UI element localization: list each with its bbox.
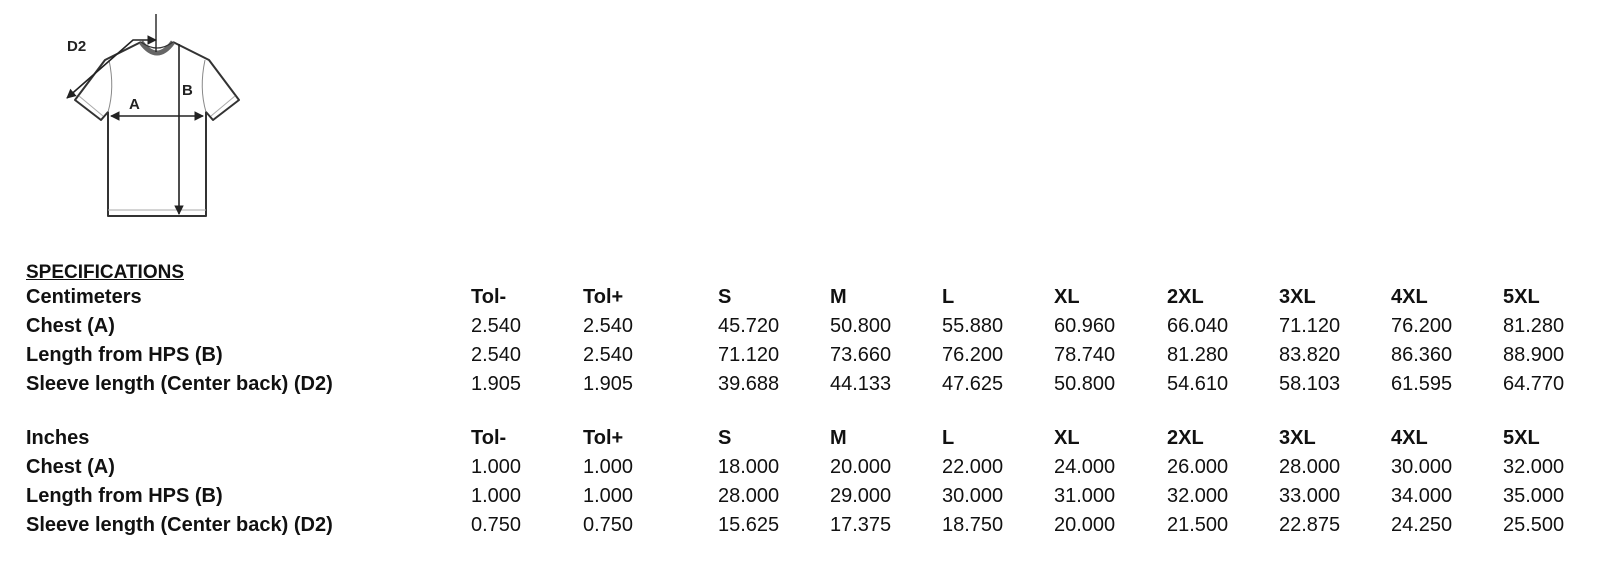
table-cell: 61.595: [1391, 373, 1453, 395]
table-cell: 55.880: [942, 315, 1004, 337]
table-cell: 1.000: [583, 485, 634, 507]
unit-label: Centimeters: [26, 286, 142, 308]
table-cell: 50.800: [1054, 373, 1116, 395]
table-cell: 2.540: [583, 315, 634, 337]
row-label: Length from HPS (B): [26, 344, 223, 366]
table-cell: 2.540: [471, 344, 522, 366]
table-cell: 20.000: [830, 456, 892, 478]
table-row: [0, 313, 1600, 339]
column-header: XL: [1054, 427, 1080, 449]
tshirt-outline-icon: [55, 8, 255, 228]
column-header: XL: [1054, 286, 1080, 308]
row-label: Chest (A): [26, 315, 115, 337]
column-header: L: [942, 286, 955, 308]
column-header: M: [830, 286, 847, 308]
row-label: Length from HPS (B): [26, 485, 223, 507]
table-cell: 45.720: [718, 315, 780, 337]
table-cell: 47.625: [942, 373, 1004, 395]
table-cell: 76.200: [942, 344, 1004, 366]
column-header: 4XL: [1391, 427, 1428, 449]
table-cell: 1.000: [583, 456, 634, 478]
table-cell: 32.000: [1503, 456, 1565, 478]
table-cell: 1.905: [583, 373, 634, 395]
table-cell: 18.750: [942, 514, 1004, 536]
table-cell: 64.770: [1503, 373, 1565, 395]
table-cell: 54.610: [1167, 373, 1229, 395]
table-cell: 31.000: [1054, 485, 1116, 507]
column-header: S: [718, 286, 732, 308]
table-cell: 66.040: [1167, 315, 1229, 337]
table-cell: 24.000: [1054, 456, 1116, 478]
table-row: [0, 454, 1600, 480]
table-cell: 44.133: [830, 373, 892, 395]
table-cell: 1.000: [471, 485, 522, 507]
column-header: 3XL: [1279, 286, 1316, 308]
table-cell: 71.120: [1279, 315, 1341, 337]
table-cell: 1.000: [471, 456, 522, 478]
table-cell: 21.500: [1167, 514, 1229, 536]
table-row: [0, 371, 1600, 397]
table-cell: 18.000: [718, 456, 780, 478]
table-cell: 2.540: [583, 344, 634, 366]
column-header: Tol-: [471, 286, 507, 308]
table-row: [0, 342, 1600, 368]
unit-label: Inches: [26, 427, 90, 449]
column-header: Tol+: [583, 286, 624, 308]
table-cell: 32.000: [1167, 485, 1229, 507]
table-cell: 30.000: [1391, 456, 1453, 478]
table-cell: 0.750: [583, 514, 634, 536]
table-cell: 26.000: [1167, 456, 1229, 478]
table-cell: 1.905: [471, 373, 522, 395]
table-cell: 30.000: [942, 485, 1004, 507]
column-header: 5XL: [1503, 286, 1540, 308]
table-cell: 25.500: [1503, 514, 1565, 536]
table-cell: 22.000: [942, 456, 1004, 478]
table-row: [0, 483, 1600, 509]
diagram-label-b: B: [182, 82, 193, 99]
column-header: Tol-: [471, 427, 507, 449]
table-cell: 71.120: [718, 344, 780, 366]
column-header: 3XL: [1279, 427, 1316, 449]
table-cell: 86.360: [1391, 344, 1453, 366]
table-cell: 35.000: [1503, 485, 1565, 507]
table-cell: 29.000: [830, 485, 892, 507]
column-header: Tol+: [583, 427, 624, 449]
table-cell: 81.280: [1167, 344, 1229, 366]
table-cell: 17.375: [830, 514, 892, 536]
column-header: S: [718, 427, 732, 449]
table-cell: 88.900: [1503, 344, 1565, 366]
table-cell: 81.280: [1503, 315, 1565, 337]
table-cell: 78.740: [1054, 344, 1116, 366]
column-header: 5XL: [1503, 427, 1540, 449]
column-header: M: [830, 427, 847, 449]
table-row: [0, 512, 1600, 538]
diagram-label-a: A: [129, 96, 140, 113]
table-cell: 0.750: [471, 514, 522, 536]
table-cell: 60.960: [1054, 315, 1116, 337]
table-cell: 2.540: [471, 315, 522, 337]
column-header: 2XL: [1167, 286, 1204, 308]
column-header: 2XL: [1167, 427, 1204, 449]
table-cell: 39.688: [718, 373, 780, 395]
tshirt-measurement-diagram: [55, 8, 255, 228]
specifications-title: SPECIFICATIONS: [26, 262, 184, 283]
table-cell: 34.000: [1391, 485, 1453, 507]
row-label: Sleeve length (Center back) (D2): [26, 514, 333, 536]
table-cell: 58.103: [1279, 373, 1341, 395]
table-cell: 28.000: [1279, 456, 1341, 478]
row-label: Sleeve length (Center back) (D2): [26, 373, 333, 395]
table-cell: 83.820: [1279, 344, 1341, 366]
row-label: Chest (A): [26, 456, 115, 478]
table-cell: 76.200: [1391, 315, 1453, 337]
table-cell: 24.250: [1391, 514, 1453, 536]
inches-header-row: [0, 425, 1600, 451]
table-cell: 28.000: [718, 485, 780, 507]
table-cell: 15.625: [718, 514, 780, 536]
table-cell: 73.660: [830, 344, 892, 366]
column-header: L: [942, 427, 955, 449]
diagram-label-d2: D2: [67, 38, 87, 55]
table-cell: 20.000: [1054, 514, 1116, 536]
table-cell: 50.800: [830, 315, 892, 337]
centimeters-header-row: [0, 284, 1600, 310]
table-cell: 22.875: [1279, 514, 1341, 536]
table-cell: 33.000: [1279, 485, 1341, 507]
column-header: 4XL: [1391, 286, 1428, 308]
